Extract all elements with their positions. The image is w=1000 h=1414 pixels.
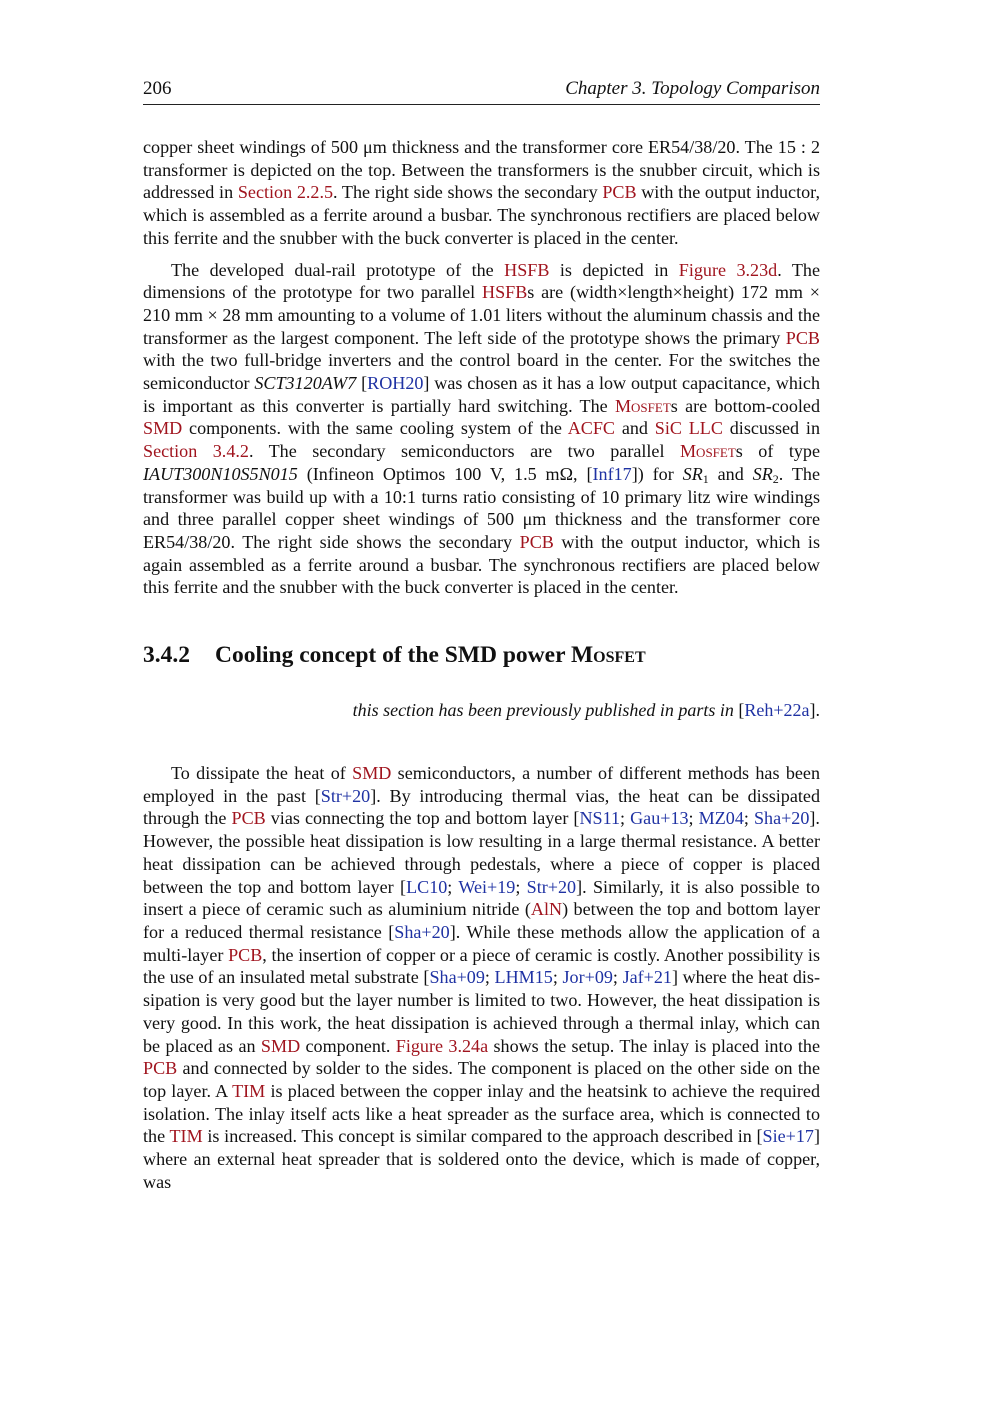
paragraph-2 — [143, 259, 820, 600]
acronym-link-mosfet[interactable]: Mosfet — [614, 395, 671, 416]
text: discussed in — [722, 418, 820, 439]
acronym-link-tim[interactable]: TIM — [232, 1080, 266, 1101]
text: , the insertion of copper or a piece of ceramic is costly. Another possibility is the use of an insulated metal substrate [ — [143, 944, 820, 988]
part-number: IAUT300N10S5N015 — [143, 463, 298, 484]
bracket: ]. — [809, 700, 820, 721]
figure-link[interactable]: Figure 3.24a — [395, 1035, 489, 1056]
citation-link[interactable]: Inf17 — [592, 463, 632, 484]
text: and connected by solder to the sides. The component is placed on the other side on the top layer. A — [143, 1058, 820, 1101]
citation-link[interactable]: Reh+22a — [744, 700, 810, 721]
text: (Infineon Optimos 100 V, 1.5 mΩ, [ — [297, 463, 593, 484]
text: vias connecting the top and bottom layer [ — [265, 808, 580, 829]
citation-link[interactable]: NS11 — [579, 808, 621, 829]
text: ]) for — [631, 463, 683, 484]
bracket: [ — [738, 700, 745, 721]
chapter-title: Chapter 3. Topology Comparison — [565, 78, 820, 99]
text: with the output inductor, which is again assembled as a ferrite around a busbar. The synchronous rectifiers are placed below this ferrite and the snubber with the buck converter is placed in the center. — [143, 531, 820, 598]
text: semiconductors, a number of different methods has been employed in the past [ — [143, 763, 820, 806]
section-title: Cooling concept of the SMD power — [215, 642, 571, 669]
math-symbol: SR — [682, 463, 703, 484]
acronym-link-sic-llc[interactable]: SiC LLC — [654, 418, 723, 439]
text: ] where an external heat spreader that is soldered onto the device, which is made of copper, was — [143, 1126, 820, 1192]
text: component. — [300, 1035, 396, 1056]
acronym-link-pcb[interactable]: PCB — [785, 327, 820, 348]
running-header — [143, 78, 820, 105]
text: ]. While these methods allow the application of a multi-layer — [143, 921, 821, 965]
publication-note — [143, 699, 820, 721]
citation-link[interactable]: MZ04 — [698, 808, 744, 829]
acronym-link-pcb[interactable]: PCB — [228, 944, 263, 965]
text: ) between the top and bottom layer for a reduced thermal resistance [ — [143, 899, 820, 942]
text: copper sheet windings of 500 μm thickness and the transformer core ER54/38/20. The 15 : 2 transformer is depicted on the top. Between the transformers is the snubber circuit, which is addressed in — [143, 137, 820, 203]
paragraph-3 — [143, 762, 820, 1193]
acronym-link-tim[interactable]: TIM — [169, 1126, 203, 1147]
section-number: 3.4.2 — [143, 642, 190, 669]
text: ] where the heat dissipation is very good but the layer number is limited to two. However, the heat dissipation is very good. In this work, the heat dissipation is achieved through a thermal inlay, which can be placed as an — [143, 967, 820, 1056]
page-number: 206 — [143, 78, 172, 99]
text: s are bottom-cooled — [670, 395, 820, 416]
text: . The transformer was build up with a 10:1 turns ratio consisting of 10 primary litz wire windings and three parallel copper sheet windings of 500 μm thickness and the transformer core ER54/38/20. The right side shows the secondary — [143, 463, 821, 552]
acronym-link-pcb[interactable]: PCB — [602, 182, 637, 203]
text: ] was chosen as it has a low output capacitance, which is important as this converter is partially hard switching. The — [143, 373, 820, 416]
math-symbol: SR — [752, 463, 773, 484]
figure-link[interactable]: Figure 3.23d — [678, 259, 778, 280]
text: ]. However, the possible heat dissipation is low resulting in a large thermal resistance. A better heat dissipation can be achieved through pedestals, where a piece of copper is placed between the top and bottom layer [ — [143, 808, 820, 897]
citation-link[interactable]: Sha+09 — [429, 967, 485, 988]
acronym-link-smd[interactable]: SMD — [143, 418, 183, 439]
section-link[interactable]: Section 2.2.5 — [237, 182, 334, 203]
citation-link[interactable]: Str+20 — [320, 785, 371, 806]
section-heading — [143, 641, 820, 669]
text: with the two full-bridge inverters and the control board in the center. For the switches the semiconductor — [143, 350, 820, 394]
separator: ; — [552, 967, 563, 988]
text: with the output inductor, which is assembled as a ferrite around a busbar. The synchronous rectifiers are placed below this ferrite and the snubber with the buck converter is placed in the center. — [143, 182, 820, 248]
separator: ; — [612, 967, 623, 988]
main-text — [143, 136, 820, 1202]
note-text: this section has been previously published in parts in — [352, 700, 739, 721]
separator: ; — [484, 967, 495, 988]
citation-link[interactable]: Sha+20 — [394, 921, 450, 942]
paragraph-1 — [143, 136, 820, 250]
separator: ; — [447, 876, 459, 897]
citation-link[interactable]: Jor+09 — [562, 967, 613, 988]
text: is depicted in — [549, 259, 679, 280]
text: ]. Similarly, it is also possible to insert a piece of ceramic such as aluminium nitride ( — [143, 876, 820, 920]
text: components. with the same cooling system of the — [182, 418, 568, 439]
text: The developed dual-rail prototype of the — [171, 259, 505, 280]
text: shows the setup. The inlay is placed into the — [488, 1035, 820, 1056]
section-title-smallcaps: Mosfet — [570, 642, 646, 669]
citation-link[interactable]: LC10 — [406, 876, 448, 897]
text: . The dimensions of the prototype for two parallel — [143, 259, 821, 303]
citation-link[interactable]: Wei+19 — [458, 876, 516, 897]
part-number: SCT3120AW7 — [254, 373, 357, 394]
citation-link[interactable]: Sie+17 — [762, 1126, 814, 1147]
acronym-link-hsfb[interactable]: HSFB — [504, 259, 550, 280]
citation-link[interactable]: Str+20 — [526, 876, 577, 897]
text: is placed between the copper inlay and the heatsink to achieve the required isolation. The inlay itself acts like a heat spreader as the surface area, which is connected to the — [143, 1080, 820, 1147]
acronym-link-acfc[interactable]: ACFC — [567, 418, 615, 439]
citation-link[interactable]: LHM15 — [494, 967, 553, 988]
citation-link[interactable]: ROH20 — [367, 373, 424, 394]
text: ]. By introducing thermal vias, the heat can be dissipated through the — [143, 785, 820, 829]
text: and — [708, 463, 753, 484]
text: . The secondary semiconductors are two parallel — [248, 441, 680, 462]
separator: ; — [743, 808, 754, 829]
text: [ — [356, 373, 368, 394]
subscript: 2 — [772, 471, 779, 486]
text: s of type — [735, 441, 821, 462]
acronym-link-pcb[interactable]: PCB — [231, 808, 266, 829]
acronym-link-pcb[interactable]: PCB — [143, 1058, 178, 1079]
separator: ; — [620, 808, 631, 829]
text: s are (width×length×height) 172 mm × 210 mm × 28 mm amounting to a volume of 1.01 liters without the aluminum chassis and the transformer as the largest component. The left side of the prototype shows the primary — [143, 282, 820, 348]
text: and — [615, 418, 655, 439]
acronym-link-smd[interactable]: SMD — [352, 763, 392, 784]
subscript: 1 — [702, 471, 709, 486]
citation-link[interactable]: Gau+13 — [630, 808, 689, 829]
citation-link[interactable]: Jaf+21 — [622, 967, 672, 988]
acronym-link-hsfb[interactable]: HSFB — [482, 282, 528, 303]
separator: ; — [515, 876, 527, 897]
acronym-link-pcb[interactable]: PCB — [519, 531, 554, 552]
text: . The right side shows the secondary — [333, 182, 603, 203]
separator: ; — [688, 808, 699, 829]
section-link[interactable]: Section 3.4.2 — [143, 441, 249, 462]
acronym-link-mosfet[interactable]: Mosfet — [679, 441, 736, 462]
text: is increased. This concept is similar compared to the approach described in [ — [202, 1126, 763, 1147]
citation-link[interactable]: Sha+20 — [753, 808, 810, 829]
acronym-link-aln[interactable]: AlN — [530, 899, 563, 920]
acronym-link-smd[interactable]: SMD — [260, 1035, 301, 1056]
text: To dissipate the heat of — [171, 763, 353, 784]
